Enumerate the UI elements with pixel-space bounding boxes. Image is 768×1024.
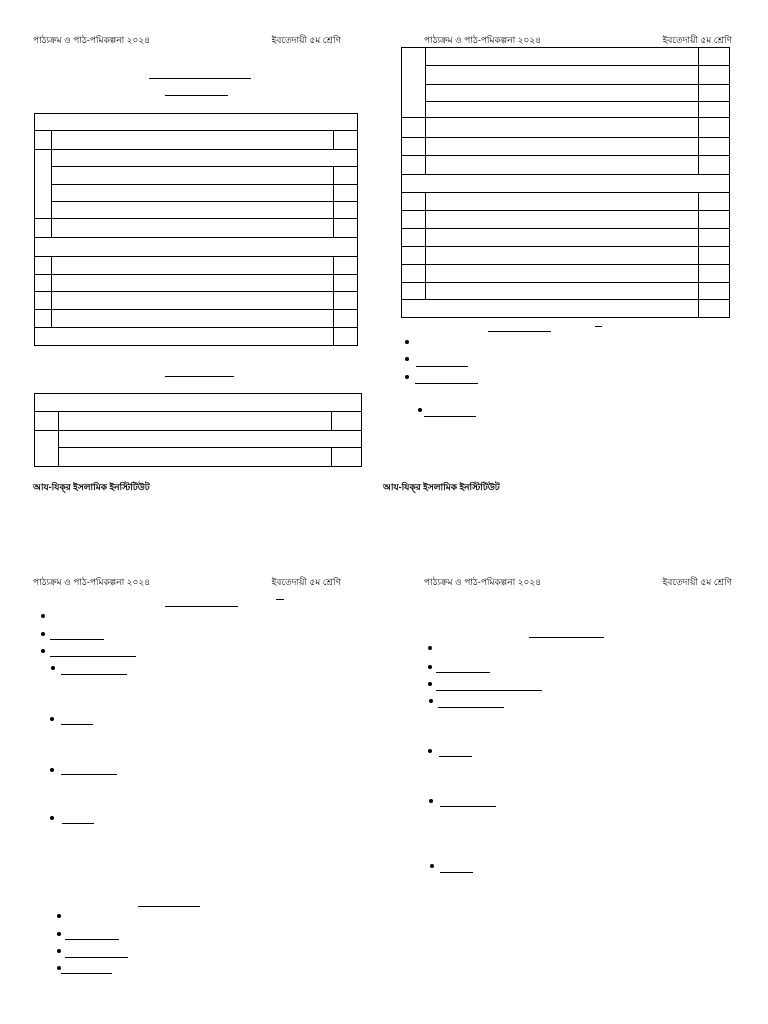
marks-cell [334,219,358,238]
serial-cell [35,131,52,150]
section-heading-underline [138,906,200,907]
serial-cell [402,247,426,265]
content-cell [59,412,332,431]
bullet-icon [405,375,409,379]
table-row [402,66,730,85]
table-row [402,48,730,66]
bullet-icon [51,666,55,670]
bullet-icon [50,816,54,820]
serial-cell [402,265,426,283]
marks-cell [699,211,730,229]
blank-underline [65,957,128,958]
table-row [35,185,358,202]
marks-cell [699,283,730,300]
serial-cell [402,138,426,156]
content-cell [52,131,334,150]
table-row [35,150,358,167]
content-cell [426,85,699,102]
blank-underline [440,872,473,873]
table-row [402,138,730,156]
marks-cell [699,66,730,85]
marks-cell [699,247,730,265]
blank-underline [61,674,127,675]
dash-mark [595,326,602,327]
marks-cell [699,265,730,283]
marks-cell [334,328,358,346]
marks-cell [699,193,730,211]
blank-underline [415,383,478,384]
table-row [402,283,730,300]
blank-underline [65,939,119,940]
syllabus-table [34,113,358,346]
header-class: ইবতেদায়ী ৫ম শ্রেণি [271,577,341,587]
table-row [35,131,358,150]
section-subheading-underline [165,95,228,96]
serial-cell [35,310,52,328]
marks-cell [699,156,730,175]
marks-cell [699,102,730,118]
table-row [402,118,730,138]
table-row [402,211,730,229]
section-row-cell [35,114,358,131]
serial-cell [35,431,59,467]
bullet-icon [429,699,433,703]
serial-cell [402,229,426,247]
blank-underline [50,639,104,640]
content-cell [52,292,334,310]
blank-underline [62,823,94,824]
page-quadrant-1 [0,0,384,512]
serial-cell [35,219,52,238]
content-cell [426,283,699,300]
section-heading-underline [165,606,238,607]
section-heading-underline [165,376,234,377]
content-cell [426,193,699,211]
marks-cell [334,202,358,219]
table-row [402,175,730,193]
table-row [35,412,362,431]
header-class: ইবতেদায়ী ৫ম শ্রেণি [271,35,341,45]
content-cell [426,138,699,156]
table-row [35,431,362,448]
serial-cell [35,292,52,310]
total-label-cell [35,328,334,346]
bullet-icon [429,799,433,803]
bullet-icon [428,749,432,753]
marks-cell [699,138,730,156]
serial-cell [402,48,426,118]
table-row [402,247,730,265]
marks-cell [334,292,358,310]
marks-cell [334,185,358,202]
table-row [35,328,358,346]
marks-cell [699,118,730,138]
content-cell [426,229,699,247]
table-row [35,114,358,131]
blank-underline [436,690,542,691]
table-row [402,229,730,247]
marks-cell [699,229,730,247]
content-cell [52,202,334,219]
syllabus-table [34,393,362,467]
bullet-icon [428,646,432,650]
table-row [402,102,730,118]
serial-cell [402,193,426,211]
marks-cell [334,310,358,328]
bullet-icon [418,408,422,412]
content-cell [52,219,334,238]
table-row [35,394,362,412]
table-row [35,310,358,328]
footer-institute: আয-যিক্‌র ইসলামিক ইনস্টিটিউট [383,482,500,492]
footer-institute: আয-যিক্‌র ইসলামিক ইনস্টিটিউট [33,482,150,492]
bullet-icon [57,914,61,918]
content-cell [426,247,699,265]
header-class: ইবতেদায়ী ৫ম শ্রেণি [662,577,732,587]
bullet-icon [430,864,434,868]
section-row-cell [402,175,730,193]
marks-cell [699,48,730,66]
page-quadrant-4 [384,512,768,1024]
bullet-icon [57,932,61,936]
marks-cell [699,300,730,318]
bullet-icon [428,665,432,669]
marks-cell [334,275,358,292]
content-cell [52,150,358,167]
marks-cell [334,131,358,150]
header-title: পাঠ্যক্রম ও পাঠ-পমিকল্পনা ২০২৪ [424,577,542,587]
header-title: পাঠ্যক্রম ও পাঠ-পমিকল্পনা ২০২৪ [33,35,151,45]
section-heading-underline [488,331,551,332]
content-cell [426,265,699,283]
page-quadrant-2 [384,0,768,512]
bullet-icon [405,357,409,361]
content-cell [52,185,334,202]
marks-cell [332,412,362,431]
serial-cell [35,257,52,275]
header-class: ইবতেদায়ী ৫ম শ্রেণি [662,35,732,45]
table-row [35,292,358,310]
blank-underline [438,707,504,708]
content-cell [52,257,334,275]
serial-cell [402,211,426,229]
content-cell [426,211,699,229]
bullet-icon [50,768,54,772]
bullet-icon [50,717,54,721]
content-cell [59,448,332,467]
dash-mark [276,599,284,600]
section-row-cell [35,394,362,412]
blank-underline [61,973,112,974]
content-cell [426,48,699,66]
bullet-icon [41,649,45,653]
content-cell [52,275,334,292]
table-row [402,265,730,283]
serial-cell [402,283,426,300]
total-label-cell [402,300,699,318]
serial-cell [402,118,426,138]
content-cell [426,118,699,138]
table-row [35,219,358,238]
table-row [402,156,730,175]
blank-underline [440,806,496,807]
table-row [402,85,730,102]
bullet-icon [428,682,432,686]
content-cell [426,102,699,118]
blank-underline [61,724,93,725]
marks-cell [334,257,358,275]
page-quadrant-3 [0,512,384,1024]
table-row [402,193,730,211]
serial-cell [35,275,52,292]
header-title: পাঠ্যক্রম ও পাঠ-পমিকল্পনা ২০২৪ [33,577,151,587]
bullet-icon [405,340,409,344]
bullet-icon [57,966,61,970]
blank-underline [50,656,136,657]
table-row [35,167,358,185]
marks-cell [332,448,362,467]
syllabus-table [401,47,730,318]
content-cell [59,431,362,448]
table-row [35,448,362,467]
serial-cell [35,150,52,219]
marks-cell [334,167,358,185]
content-cell [426,66,699,85]
section-heading-underline [149,78,251,79]
content-cell [52,310,334,328]
table-row [35,238,358,257]
content-cell [426,156,699,175]
header-title: পাঠ্যক্রম ও পাঠ-পমিকল্পনা ২০২৪ [424,35,542,45]
bullet-icon [57,949,61,953]
table-row [35,257,358,275]
table-row [402,300,730,318]
section-row-cell [35,238,358,257]
marks-cell [699,85,730,102]
section-heading-underline [529,637,604,638]
blank-underline [424,416,476,417]
content-cell [52,167,334,185]
blank-underline [61,774,117,775]
table-row [35,202,358,219]
bullet-icon [41,632,45,636]
table-row [35,275,358,292]
bullet-icon [41,614,45,618]
blank-underline [436,672,490,673]
serial-cell [402,156,426,175]
serial-cell [35,412,59,431]
blank-underline [416,366,468,367]
blank-underline [439,756,472,757]
